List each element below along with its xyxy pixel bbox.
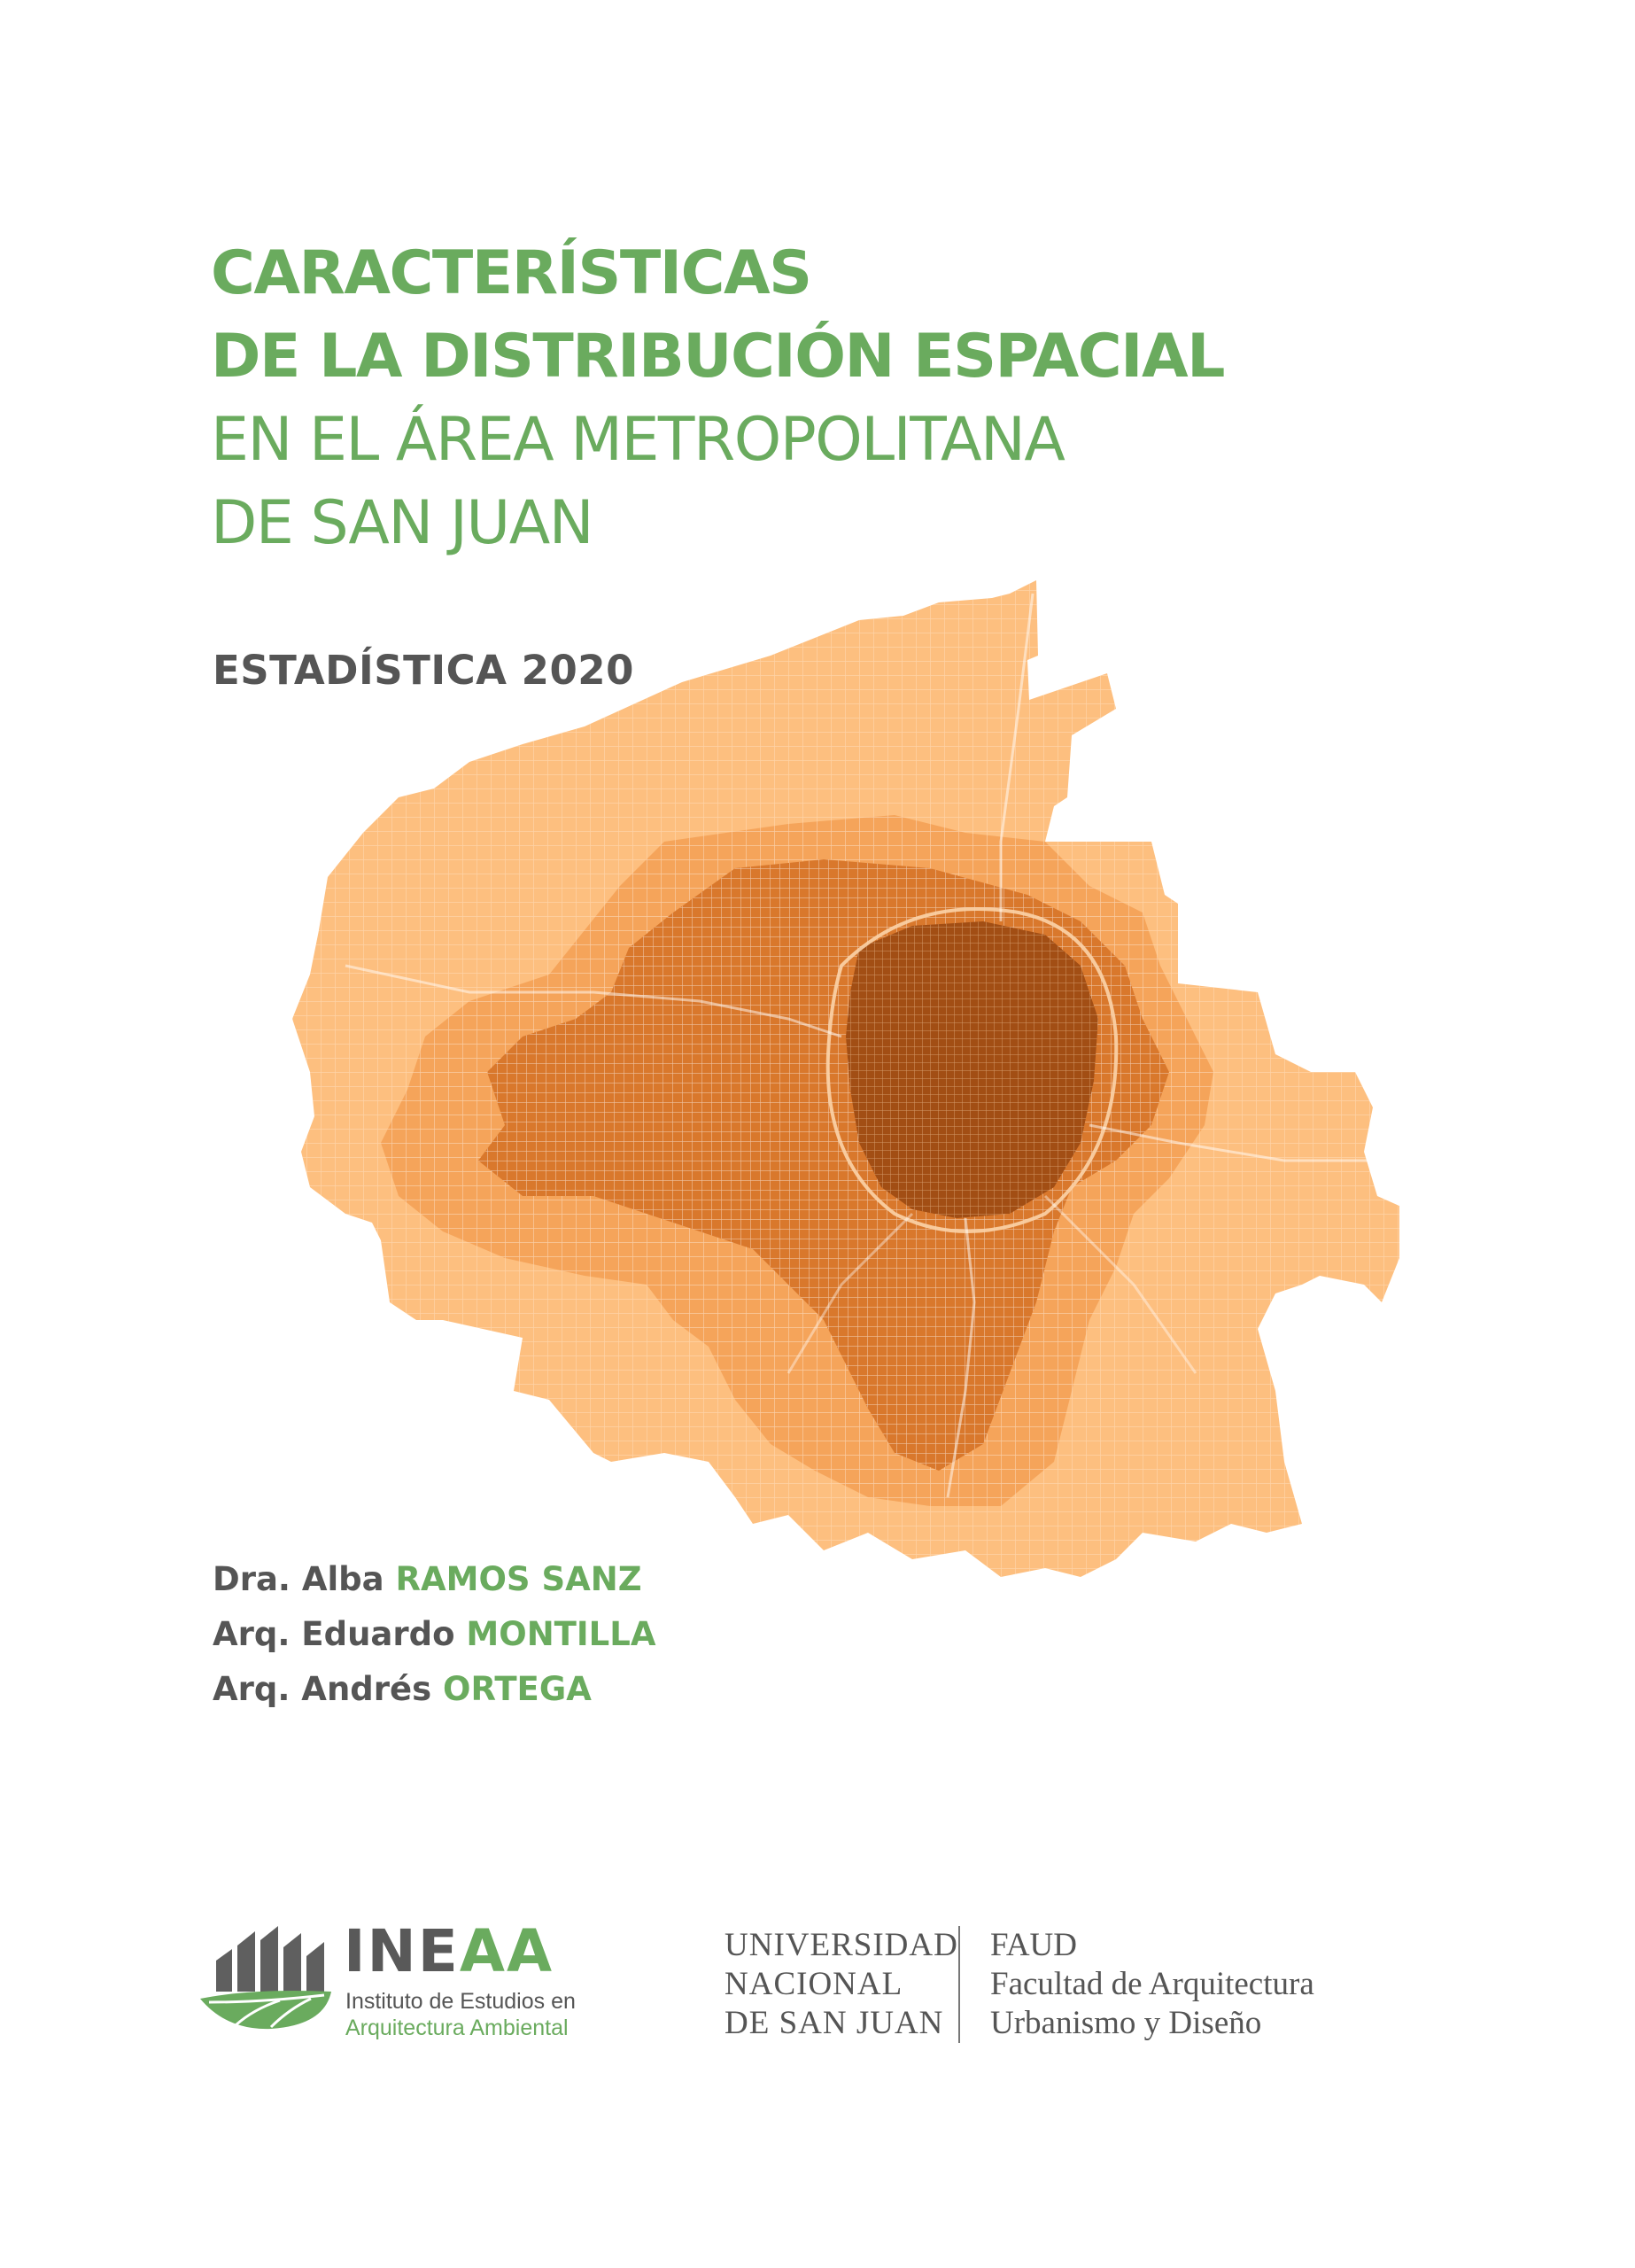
university-line-1: UNIVERSIDAD bbox=[725, 1927, 958, 1963]
ineaa-name-green: AA bbox=[459, 1917, 554, 1985]
title-line-1: CARACTERÍSTICAS bbox=[211, 238, 811, 308]
title-line-4: DE SAN JUAN bbox=[211, 488, 593, 558]
university-line-2: NACIONAL bbox=[725, 1966, 903, 2002]
cover-title bbox=[211, 232, 1362, 565]
author-1 bbox=[213, 1552, 655, 1607]
faculty-line-1: FAUD bbox=[990, 1927, 1077, 1963]
ineaa-logo-icon bbox=[200, 1921, 333, 2036]
faculty-line-3: Urbanismo y Diseño bbox=[990, 2005, 1262, 2041]
author-1-surname: RAMOS SANZ bbox=[395, 1560, 642, 1598]
author-3 bbox=[213, 1662, 655, 1717]
faculty-name bbox=[990, 1926, 1314, 2043]
metropolitan-area-map-image bbox=[292, 576, 1399, 1621]
university-line-3: DE SAN JUAN bbox=[725, 2005, 944, 2041]
logo-divider bbox=[958, 1926, 960, 2043]
author-1-prefix: Dra. Alba bbox=[213, 1560, 384, 1598]
ineaa-name bbox=[344, 1917, 554, 1985]
ineaa-name-gray: INE bbox=[344, 1917, 460, 1985]
author-3-prefix: Arq. Andrés bbox=[213, 1670, 432, 1708]
university-name bbox=[725, 1926, 958, 2043]
faculty-line-2: Facultad de Arquitectura bbox=[990, 1966, 1314, 2002]
author-2-surname: MONTILLA bbox=[466, 1615, 656, 1653]
title-line-3: EN EL ÁREA METROPOLITANA bbox=[211, 405, 1065, 475]
author-2-prefix: Arq. Eduardo bbox=[213, 1615, 455, 1653]
author-2 bbox=[213, 1607, 655, 1662]
cover-subtitle: ESTADÍSTICA 2020 bbox=[213, 647, 634, 694]
author-3-surname: ORTEGA bbox=[443, 1670, 592, 1708]
title-line-2: DE LA DISTRIBUCIÓN ESPACIAL bbox=[211, 322, 1224, 392]
authors-list bbox=[213, 1552, 655, 1717]
ineaa-subtitle-1: Instituto de Estudios en bbox=[345, 1989, 576, 2014]
ineaa-subtitle-2: Arquitectura Ambiental bbox=[345, 2016, 569, 2040]
